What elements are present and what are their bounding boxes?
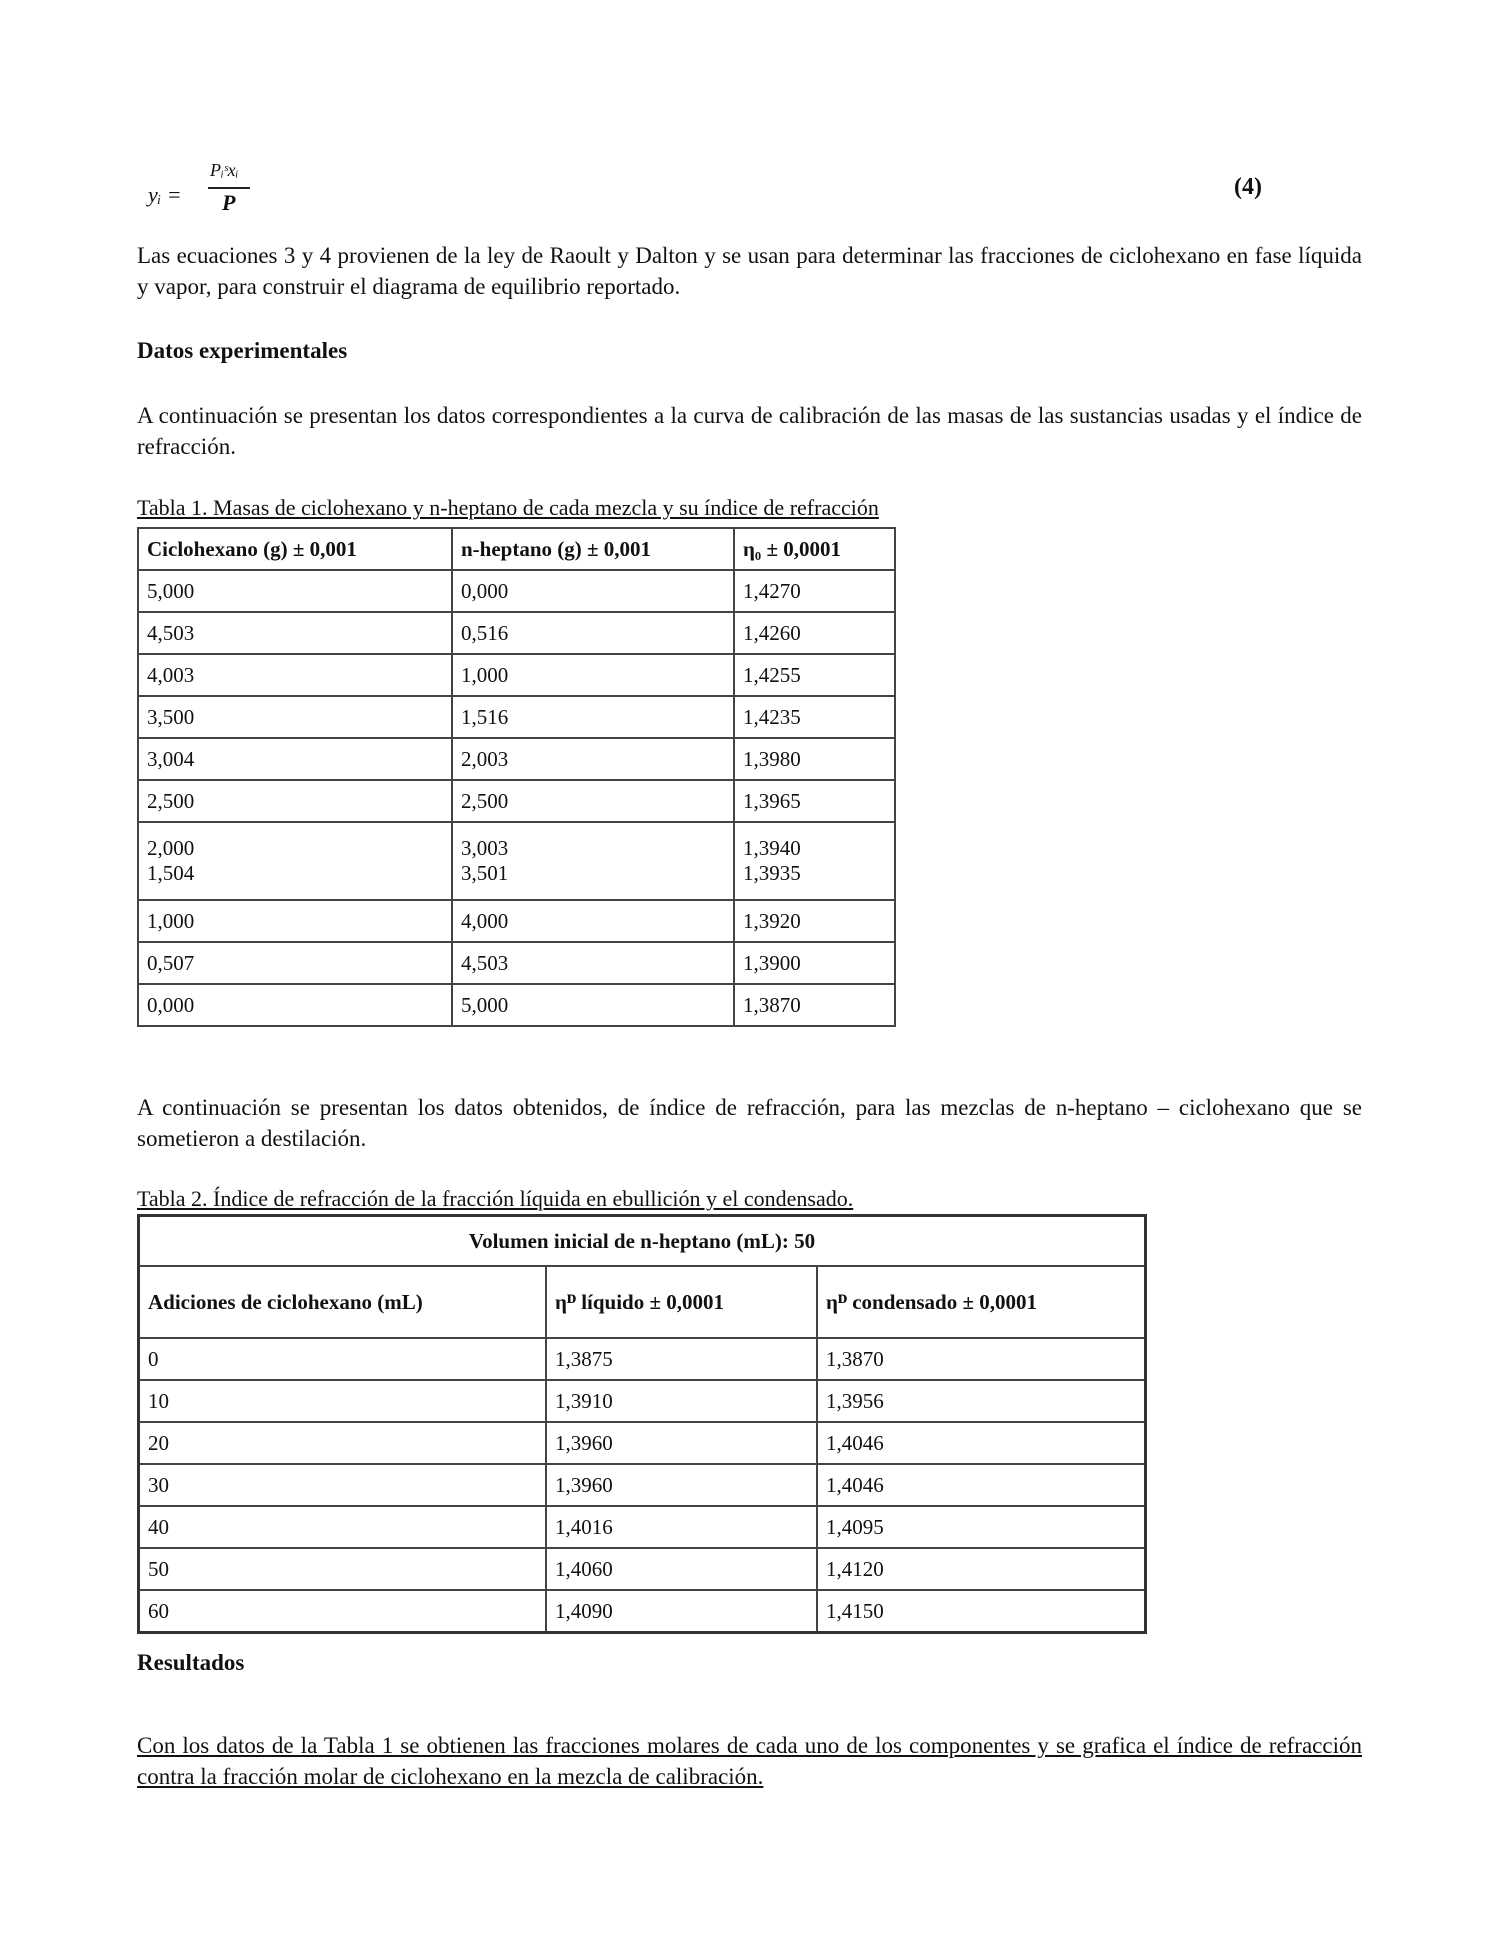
table-cell: 1,3940 1,3935 — [734, 822, 895, 900]
table-cell: 1,4016 — [546, 1506, 817, 1548]
table-cell: 1,4090 — [546, 1590, 817, 1633]
table-cell: 2,500 — [452, 780, 734, 822]
table-cell: 1,4270 — [734, 570, 895, 612]
table-cell: 1,3980 — [734, 738, 895, 780]
table-row — [138, 942, 895, 984]
table-row — [138, 780, 895, 822]
table-cell: 1,000 — [138, 900, 452, 942]
table-cell: 1,4235 — [734, 696, 895, 738]
column-header: Ciclohexano (g) ± 0,001 — [138, 528, 452, 570]
table-cell: 1,4260 — [734, 612, 895, 654]
table-cell: 50 — [139, 1548, 547, 1590]
table-row — [139, 1506, 1146, 1548]
table-row — [139, 1380, 1146, 1422]
table-cell: 10 — [139, 1380, 547, 1422]
paragraph-results: Con los datos de la Tabla 1 se obtienen las fracciones molares de cada uno de los componentes y se grafica el índice de refracción contra la fracción molar de ciclohexano en la mezcla de calibración. — [137, 1733, 1362, 1789]
table-cell: 4,503 — [138, 612, 452, 654]
paragraph-distillation-intro: A continuación se presentan los datos obtenidos, de índice de refracción, para las mezclas de n-heptano – ciclohexano que se sometieron a destilación. — [137, 1095, 1362, 1151]
column-header: ηᴰ condensado ± 0,0001 — [817, 1266, 1146, 1338]
heading-results: Resultados — [137, 1650, 245, 1675]
table-cell: 1,3960 — [546, 1422, 817, 1464]
table-cell: 1,3965 — [734, 780, 895, 822]
table-row — [138, 696, 895, 738]
table-cell: 1,3900 — [734, 942, 895, 984]
table-cell: 0,000 — [138, 984, 452, 1026]
table-row — [138, 822, 895, 900]
column-header: η₀ ± 0,0001 — [734, 528, 895, 570]
table-cell: 5,000 — [138, 570, 452, 612]
equation-denominator: P — [222, 190, 236, 215]
table-cell: 1,4120 — [817, 1548, 1146, 1590]
table-cell: 1,3960 — [546, 1464, 817, 1506]
table-cell: 1,3870 — [734, 984, 895, 1026]
table-cell: 4,000 — [452, 900, 734, 942]
table-row — [139, 1464, 1146, 1506]
table-cell: 4,003 — [138, 654, 452, 696]
table-cell: 3,500 — [138, 696, 452, 738]
table-cell: 2,500 — [138, 780, 452, 822]
table-row — [138, 654, 895, 696]
table-cell: 3,003 3,501 — [452, 822, 734, 900]
table-header-row — [139, 1266, 1146, 1338]
paragraph-calibration-intro: A continuación se presentan los datos correspondientes a la curva de calibración de las masas de las sustancias usadas y el índice de refracción. — [137, 403, 1362, 459]
table-cell: 1,3910 — [546, 1380, 817, 1422]
equation-lhs: yᵢ = — [148, 182, 182, 207]
paragraph-raoult: Las ecuaciones 3 y 4 provienen de la ley de Raoult y Dalton y se usan para determinar las fracciones de ciclohexano en fase líquida y vapor, para construir el diagrama de equilibrio reportado. — [137, 243, 1362, 299]
table-cell: 2,003 — [452, 738, 734, 780]
table-cell: 1,3956 — [817, 1380, 1146, 1422]
table-row — [138, 984, 895, 1026]
table-cell: 1,4150 — [817, 1590, 1146, 1633]
table-cell: 0,507 — [138, 942, 452, 984]
table-cell: 0 — [139, 1338, 547, 1380]
column-header: Adiciones de ciclohexano (mL) — [139, 1266, 547, 1338]
span-header: Volumen inicial de n-heptano (mL): 50 — [139, 1216, 1146, 1267]
heading-experimental-data: Datos experimentales — [137, 338, 348, 363]
distillation-table — [137, 1214, 1147, 1634]
table-cell: 2,000 1,504 — [138, 822, 452, 900]
table-cell: 1,4095 — [817, 1506, 1146, 1548]
table-cell: 0,516 — [452, 612, 734, 654]
table-row — [138, 900, 895, 942]
table-cell: 1,3870 — [817, 1338, 1146, 1380]
table-cell: 40 — [139, 1506, 547, 1548]
table-cell: 1,4060 — [546, 1548, 817, 1590]
table-row — [139, 1422, 1146, 1464]
table-cell: 1,3875 — [546, 1338, 817, 1380]
table-cell: 3,004 — [138, 738, 452, 780]
table2-caption: Tabla 2. Índice de refracción de la fracción líquida en ebullición y el condensado. — [137, 1186, 854, 1211]
column-header: n-heptano (g) ± 0,001 — [452, 528, 734, 570]
table-cell: 1,516 — [452, 696, 734, 738]
equation-number: (4) — [1234, 174, 1262, 200]
calibration-table — [137, 527, 896, 1027]
table-row — [138, 612, 895, 654]
table-cell: 1,4046 — [817, 1464, 1146, 1506]
table-cell: 60 — [139, 1590, 547, 1633]
table-cell: 5,000 — [452, 984, 734, 1026]
table1-caption: Tabla 1. Masas de ciclohexano y n-heptano de cada mezcla y su índice de refracción — [137, 495, 879, 520]
table-cell: 1,000 — [452, 654, 734, 696]
table-cell: 1,4255 — [734, 654, 895, 696]
table-cell: 1,4046 — [817, 1422, 1146, 1464]
table-row — [139, 1590, 1146, 1633]
table-row — [139, 1548, 1146, 1590]
fraction-bar — [208, 187, 250, 189]
table-cell: 20 — [139, 1422, 547, 1464]
table-cell: 1,3920 — [734, 900, 895, 942]
equation — [148, 160, 278, 220]
table-header-row — [138, 528, 895, 570]
table-row — [139, 1338, 1146, 1380]
column-header: ηᴰ líquido ± 0,0001 — [546, 1266, 817, 1338]
table-cell: 0,000 — [452, 570, 734, 612]
equation-numerator: Pᵢˢxᵢ — [210, 160, 239, 180]
table-row — [138, 738, 895, 780]
table-cell: 30 — [139, 1464, 547, 1506]
table-row — [138, 570, 895, 612]
table-cell: 4,503 — [452, 942, 734, 984]
table-span-header-row — [139, 1216, 1146, 1267]
